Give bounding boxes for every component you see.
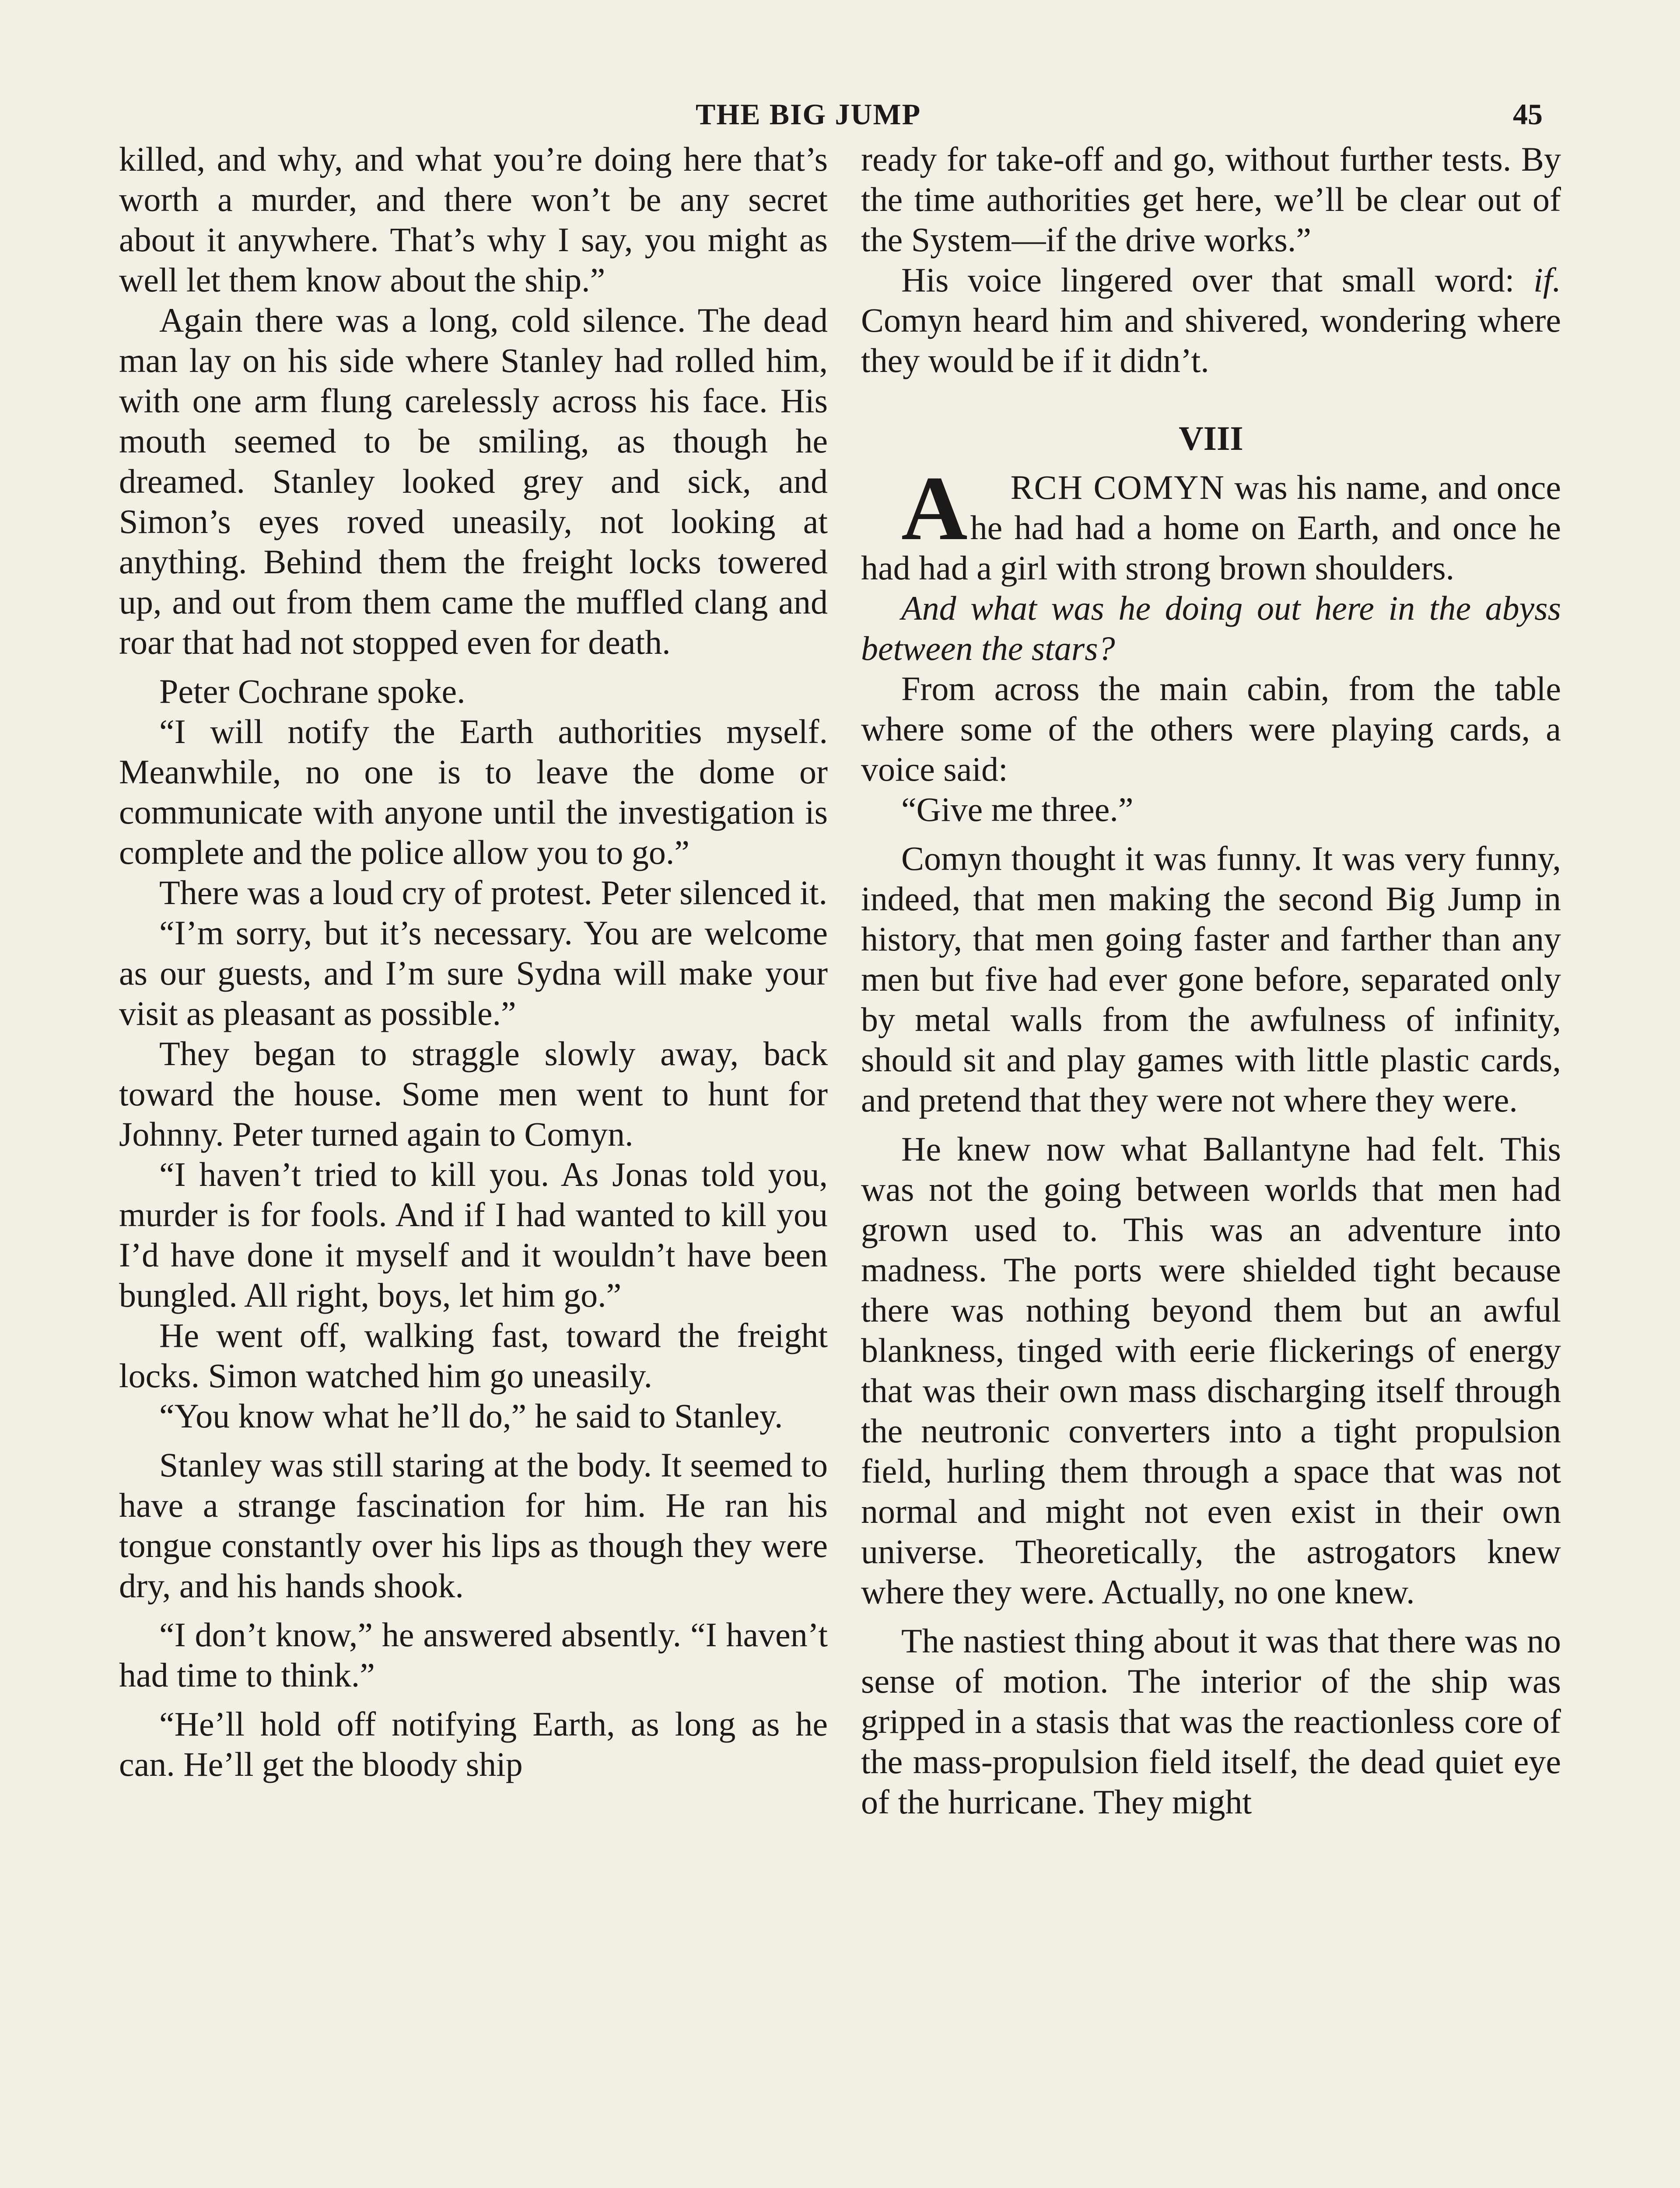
paragraph: “I’m sorry, but it’s necessary. You are welcome as our guests, and I’m sure Sydna will make your visit as pleasant as possible.”: [119, 914, 828, 1032]
left-column: [119, 139, 828, 1785]
paragraph: “Give me three.”: [901, 790, 1134, 828]
small-caps-lead: RCH COMYN: [1010, 468, 1225, 506]
chapter-opening-paragraph: [861, 458, 1561, 588]
paragraph: From across the main cabin, from the table where some of the others were playing cards, a voice said:: [861, 670, 1561, 788]
paragraph: Peter Cochrane spoke.: [159, 672, 466, 710]
paragraph: killed, and why, and what you’re doing here that’s worth a murder, and there won’t be any secret about it anywhere. That’s why I say, you might as well let them know about the ship.”: [119, 140, 828, 299]
paragraph: “I don’t know,” he answered absently. “I haven’t had time to think.”: [119, 1616, 828, 1694]
paragraph: They began to straggle slowly away, back toward the house. Some men went to hunt for Johnny. Peter turned again to Comyn.: [119, 1034, 828, 1153]
right-column: [861, 139, 1561, 1822]
drop-cap: A: [901, 458, 968, 559]
paragraph: “He’ll hold off notifying Earth, as long as he can. He’ll get the bloody ship: [119, 1705, 828, 1783]
paragraph: The nastiest thing about it was that there was no sense of motion. The interior of the ship was gripped in a stasis that was the reactionless core of the mass-propulsion field itself, the dead quiet eye of the hurricane. They might: [861, 1622, 1561, 1821]
running-title: THE BIG JUMP: [696, 98, 921, 131]
page-number: 45: [1513, 98, 1543, 131]
paragraph: “You know what he’ll do,” he said to Stanley.: [159, 1397, 783, 1435]
chapter-heading: VIII: [1179, 419, 1243, 457]
paragraph: He went off, walking fast, toward the freight locks. Simon watched him go uneasily.: [119, 1316, 828, 1395]
paragraph: Stanley was still staring at the body. It seemed to have a strange fascination for him. He ran his tongue constantly over his lips as though they were dry, and his hands shook.: [119, 1446, 828, 1605]
paragraph: He knew now what Ballantyne had felt. This was not the going between worlds that men had grown used to. This was an adventure into madness. The ports were shielded tight because there was nothing beyond them but an awful blankness, tinged with eerie flickerings of energy that was their own mass discharging itself through the neutronic converters into a tight propulsion field, hurling them through a space that was not normal and might not even exist in their own universe. Theoretically, the astrogators knew where they were. Actually, no one knew.: [861, 1130, 1561, 1611]
paragraph-text: His voice lingered over that small word:: [901, 261, 1534, 299]
paragraph: There was a loud cry of protest. Peter silenced it.: [159, 873, 827, 912]
paragraph: Again there was a long, cold silence. The dead man lay on his side where Stanley had rolled him, with one arm flung carelessly across his face. His mouth seemed to be smiling, as though he dreamed. Stanley looked grey and sick, and Simon’s eyes roved uneasily, not looking at anything. Behind them the freight locks towered up, and out from them came the muffled clang and roar that had not stopped even for death.: [119, 301, 828, 661]
paragraph: “I haven’t tried to kill you. As Jonas told you, murder is for fools. And if I had wanted to kill you I’d have done it myself and it wouldn’t have been bungled. All right, boys, let him go.”: [119, 1155, 828, 1314]
paragraph: ready for take-off and go, without further tests. By the time authorities get here, we’ll be clear out of the System—if the drive works.”: [861, 140, 1561, 259]
paragraph-text: Comyn heard him and shivered, wondering where they would be if it didn’t.: [861, 301, 1561, 379]
paragraph: Comyn thought it was funny. It was very funny, indeed, that men making the second Big Jump in history, that men going faster and farther than any men but five had ever gone before, separated only by metal walls from the awfulness of infinity, should sit and play games with little plastic cards, and pretend that they were not where they were.: [861, 839, 1561, 1119]
italic-paragraph: And what was he doing out here in the abyss between the stars?: [861, 589, 1561, 667]
paragraph: “I will notify the Earth authorities myself. Meanwhile, no one is to leave the dome or communicate with anyone until the investigation is complete and the police allow you to go.”: [119, 712, 828, 871]
paragraph-text: was his name, and once he had had a home on Earth, and once he had had a girl with strong brown shoulders.: [861, 468, 1561, 587]
emphasis-word: if.: [1533, 261, 1561, 299]
running-head: [0, 97, 1680, 132]
paragraph: [861, 260, 1561, 381]
